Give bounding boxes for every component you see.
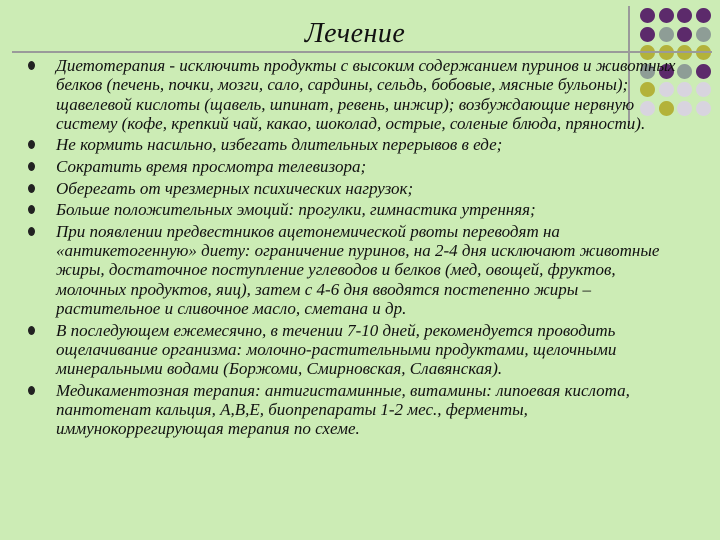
list-item-text: Не кормить насильно, избегать длительных перерывов в еде; (56, 135, 503, 155)
bullet-list (28, 56, 688, 441)
list-item-text: Оберегать от чрезмерных психических нагрузок; (56, 178, 414, 198)
list-item-text: При появлении предвестников ацетонемической рвоты переводят на «антикетогенную» диету: ограничение пуринов, на 2-4 дня исключают животные жиры, достаточное поступление углеводов и белков (мед, овощей, фруктов, молочных продуктов, яиц), затем с 4-6 дня вводятся постепенно жиры – растительное и сливочное масло, сметана и др. (56, 221, 660, 319)
bullet-icon (28, 184, 35, 193)
list-item (28, 179, 688, 198)
bullet-icon (28, 386, 35, 395)
list-item-text: В последующем ежемесячно, в течении 7-10 дней, рекомендуется проводить ощелачивание организма: молочно-растительными продуктами, щелочными минеральными водами (Боржоми, Смирновская, Славянская). (56, 320, 617, 379)
list-item (28, 321, 688, 379)
list-item (28, 381, 688, 439)
bullet-icon (28, 162, 35, 171)
slide-title-text: Лечение (304, 18, 406, 49)
decorative-dot (696, 64, 711, 79)
bullet-icon (28, 227, 35, 236)
list-item-text: Диетотерапия - исключить продукты с высоким содержанием пуринов и животных белков (печень, почки, мозги, сало, сардины, сельдь, бобовые, мясные бульоны); щавелевой кислоты (щавель, шпинат, ревень, инжир); возбуждающие нервную систему (кофе, крепкий чай, какао, шоколад, острые, соленые блюда, пряности). (56, 56, 676, 133)
decorative-dot (696, 82, 711, 97)
decorative-dot (696, 101, 711, 116)
list-item (28, 56, 688, 133)
list-item-text: Медикаментозная терапия: антигистаминные, витамины: липоевая кислота, пантотенат кальция, А,В,Е, биопрепараты 1-2 мес., ферменты, иммунокоррегирующая терапия по схеме. (56, 380, 630, 439)
list-item (28, 157, 688, 176)
bullet-icon (28, 205, 35, 214)
decorative-horizontal-line (12, 51, 712, 53)
list-item (28, 200, 688, 219)
list-item (28, 135, 688, 154)
bullet-icon (28, 140, 35, 149)
list-item (28, 222, 688, 318)
slide-title (0, 18, 720, 50)
list-item-text: Сократить время просмотра телевизора; (56, 157, 367, 177)
bullet-icon (28, 61, 35, 70)
bullet-icon (28, 326, 35, 335)
list-item-text: Больше положительных эмоций: прогулки, гимнастика утренняя; (56, 200, 536, 220)
